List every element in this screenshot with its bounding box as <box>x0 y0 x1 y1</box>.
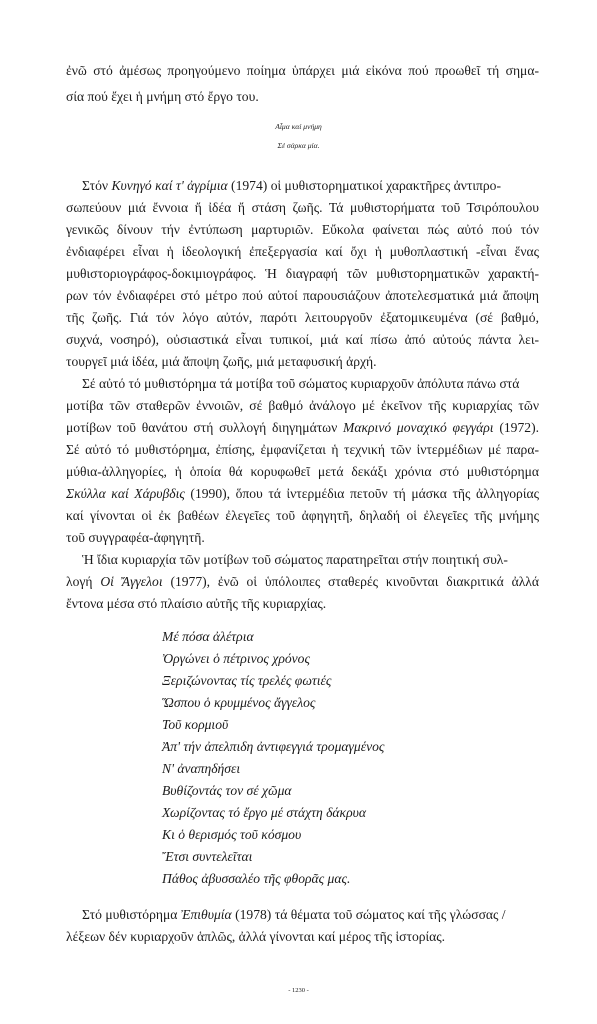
text-line: σία πού ἔχει ἡ μνήμη στό ἔργο του. <box>66 89 259 104</box>
text-line: λογή Οἱ Ἄγγελοι (1977), ἐνῶ οἱ ὑπόλοιπες σταθερές κινοῦνται διακριτικά ἀλλά <box>66 574 539 589</box>
text-line: ρων τόν ἐνδιαφέρει στό μέτρο πού αὐτοί παρουσιάζουν ἀποτελεσματικά μιά ἄποψη <box>66 288 539 303</box>
text-line: συχνά, νοσηρό), οὐσιαστικά εἶναι τυπικοί, μιά καί πίσω ἀπό αὐτούς πάντα λει- <box>66 332 539 347</box>
paragraph-first-line: Σέ αὐτό τό μυθιστόρημα τά μοτίβα τοῦ σώματος κυριαρχοῦν ἀπόλυτα πάνω στά <box>82 376 520 391</box>
text-line: γενικῶς δίνουν τήν ἐντύπωση μαρτυριῶν. Εὔκολα φαίνεται πώς αὐτό πού τόν <box>66 222 539 237</box>
poem-line: Ἔτσι συντελεῖται <box>162 849 253 864</box>
poem-line: Ἀπ' τήν ἀπελπιδη ἀντιφεγγιά τρομαγμένος <box>162 739 385 754</box>
epigraph-line: Σέ σάρκα μία. <box>277 141 320 150</box>
text-line: ἐνδιαφέρει εἶναι ἡ ἰδεολογική ἐπεξεργασία καί ὄχι ἡ μυθοπλαστική -εἶναι ἕνας <box>66 244 539 259</box>
epigraph-line: Αἷμα καί μνήμη <box>275 122 322 131</box>
book-title: Κυνηγό καί τ' ἀγρίμια <box>111 178 228 193</box>
poem-line: Μέ πόσα ἀλέτρια <box>162 629 254 644</box>
poem-line: Πάθος ἀβυσσαλέο τῆς φθορᾶς μας. <box>162 871 351 886</box>
book-title: Οἱ Ἄγγελοι <box>100 574 163 589</box>
text-line: σωπεύουν μιά ἔννοια ἤ ἰδέα ἤ στάση ζωῆς. Τά μυθιστορήματα τοῦ Τσιρόπουλου <box>66 200 539 215</box>
text-line: μοτίβων τοῦ θανάτου στή συλλογή διηγημάτων Μακρινό μοναχικό φεγγάρι (1972). <box>66 420 540 435</box>
text-line: μυθιστοριογράφος-δοκιμιογράφος. Ἡ διαγραφή τῶν μυθιστορηματικῶν χαρακτή- <box>66 266 539 281</box>
text-line: λέξεων δέν κυριαρχοῦν ἁπλῶς, ἀλλά γίνονται καί μέρος τῆς ἱστορίας. <box>66 929 446 944</box>
text-line: ἔντονα μέσα στό πλαίσιο αὐτῆς τῆς κυριαρχίας. <box>66 596 327 611</box>
paragraph-first-line: Στόν Κυνηγό καί τ' ἀγρίμια (1974) οἱ μυθιστορηματικοί χαρακτῆρες ἀντιπρο- <box>82 178 501 193</box>
text-line: Σέ αὐτό τό μυθιστόρημα, ἐπίσης, ἐμφανίζεται ἡ τεχνική τῶν ἰντερμέδιων μέ παρα- <box>66 442 539 457</box>
paragraph-first-line: Ἡ ἴδια κυριαρχία τῶν μοτίβων τοῦ σώματος παρατηρεῖται στήν ποιητική συλ- <box>82 552 508 567</box>
text-line: μοτίβα τῶν σταθερῶν ἐννοιῶν, σέ βαθμό ἀνάλογο μέ ἐκεῖνον τῆς κυριαρχίας τῶν <box>66 398 539 413</box>
text-line: τοῦ συγγραφέα-ἀφηγητῆ. <box>66 530 205 545</box>
poem-line: Ὀργώνει ὁ πέτρινος χρόνος <box>162 651 310 666</box>
poem-line: Τοῦ κορμιοῦ <box>162 717 229 732</box>
paragraph-first-line: Στό μυθιστόρημα Ἐπιθυμία (1978) τά θέματα τοῦ σώματος καί τῆς γλώσσας / <box>82 907 506 922</box>
poem-line: Ξεριζώνοντας τίς τρελές φωτιές <box>162 673 332 688</box>
text-line: τουργεῖ μιά ἰδέα, μιά ἄποψη ζωῆς, μιά μεταφυσική ἀρχή. <box>66 354 377 369</box>
book-title: Ἐπιθυμία <box>180 907 232 922</box>
text-line: καί γίνονται οἱ ἐκ βαθέων ἐλεγεῖες τοῦ ἀφηγητῆ, δηλαδή οἱ ἐλεγεῖες τῆς μνήμης <box>66 508 539 523</box>
text-line: τῆς ζωῆς. Γιά τόν λόγο αὐτόν, παρότι λειτουργοῦν ἐξατομικευμένα (σέ βαθμό, <box>66 310 539 325</box>
poem-line: Ὥσπου ὁ κρυμμένος ἄγγελος <box>162 695 316 710</box>
text-line: Σκύλλα καί Χάρυβδις (1990), ὅπου τά ἰντερμέδια πετοῦν τή μάσκα τῆς ἀλληγορίας <box>66 486 539 501</box>
poem-line: Ν' ἀναπηδήσει <box>162 761 241 776</box>
poem-line: Βυθίζοντάς τον σέ χῶμα <box>162 783 292 798</box>
page-number: - 1230 - <box>288 987 309 994</box>
text-line: ἐνῶ στό ἀμέσως προηγούμενο ποίημα ὑπάρχει μιά εἰκόνα πού προωθεῖ τή σημα- <box>66 63 539 78</box>
book-title: Μακρινό μοναχικό φεγγάρι <box>343 420 494 435</box>
poem-line: Χωρίζοντας τό ἔργο μέ στάχτη δάκρυα <box>162 805 366 820</box>
poem-line: Κι ὁ θερισμός τοῦ κόσμου <box>162 827 302 842</box>
text-line: μύθια-ἀλληγορίες, ἡ ὁποία θά κορυφωθεῖ μετά δεκάξι χρόνια στό μυθιστόρημα <box>66 464 539 479</box>
book-title: Σκύλλα καί Χάρυβδις <box>66 486 185 501</box>
